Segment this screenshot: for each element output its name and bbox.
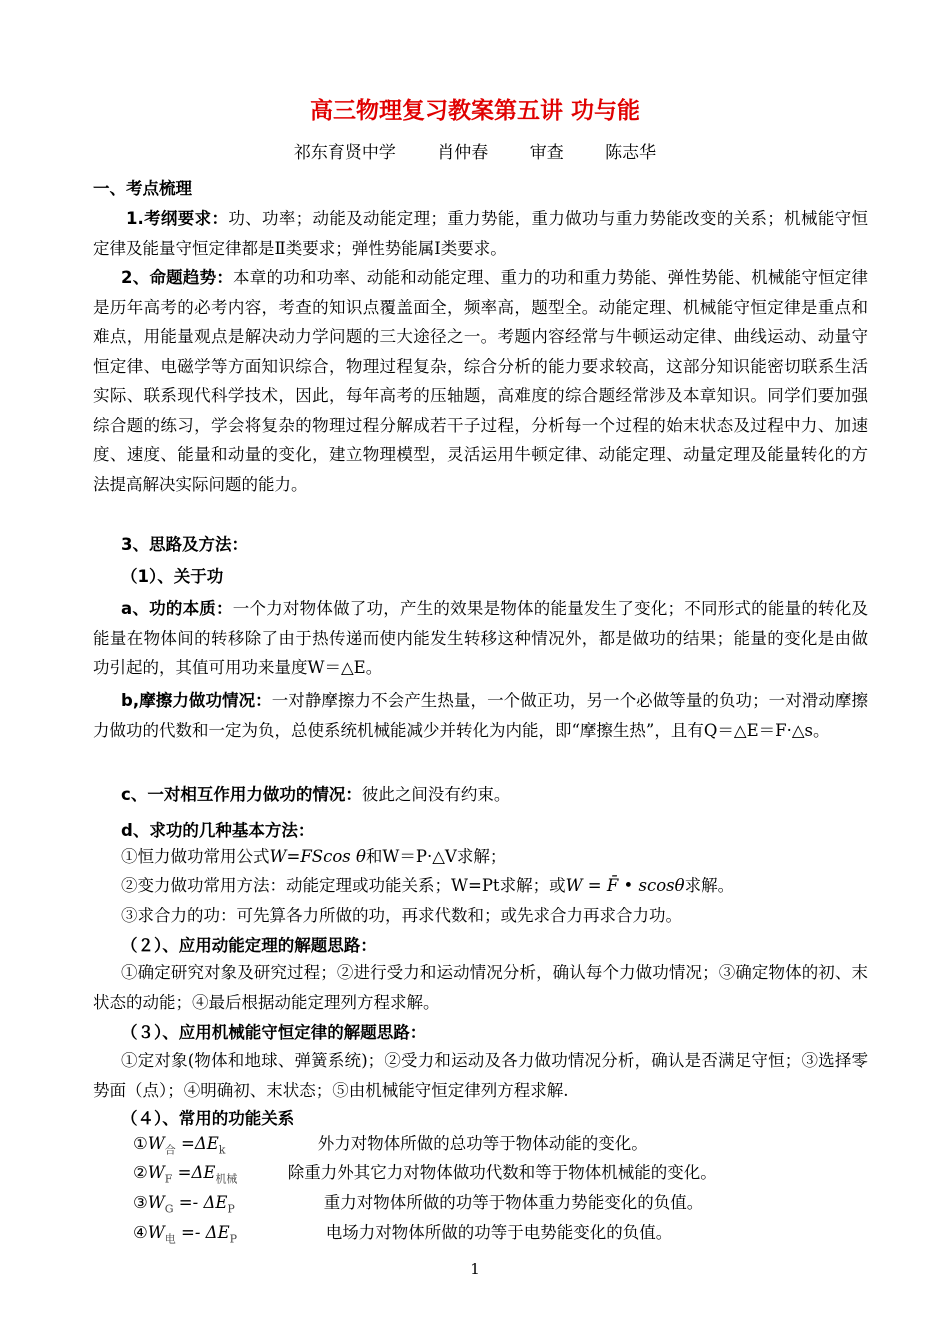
method-net-force: ③求合力的功：可先算各力所做的功，再求代数和；或先求合力再求合力功。	[121, 906, 683, 925]
sub3-heading: （３）、应用机械能守恒定律的解题思路：	[121, 1023, 427, 1042]
methods-d-heading: d、求功的几种基本方法：	[121, 821, 315, 840]
relation-row	[133, 1159, 717, 1186]
relation-number: ②	[133, 1163, 148, 1182]
method1-pre: ①恒力做功常用公式	[121, 847, 270, 866]
relation-row	[133, 1219, 672, 1246]
work-essence-label: a、功的本质：	[121, 599, 233, 618]
page-title: 高三物理复习教案第五讲 功与能	[309, 98, 640, 124]
relation-description: 电场力对物体所做的功等于电势能变化的负值。	[325, 1223, 673, 1242]
method1-post: 和W＝P·△V求解；	[365, 847, 507, 866]
paragraph-syllabus	[93, 204, 868, 263]
method2-pre: ②变力做功常用方法：动能定理或功能关系；W=Pt求解；或	[121, 876, 566, 895]
relation-description: 外力对物体所做的总功等于物体动能的变化。	[317, 1134, 648, 1153]
author-line	[0, 138, 950, 163]
paragraph-work-essence	[93, 594, 868, 683]
sub2-heading: （２）、应用动能定理的解题思路：	[121, 936, 377, 955]
relation-number: ④	[133, 1223, 148, 1242]
reviewer-name: 陈志华	[605, 143, 657, 163]
interaction-label: c、一对相互作用力做功的情况：	[121, 785, 362, 804]
relation-description: 除重力外其它力对物体做功代数和等于物体机械能的变化。	[287, 1163, 717, 1182]
trend-label: 2、命题趋势：	[121, 268, 234, 287]
section-heading: 一、考点梳理	[93, 179, 192, 198]
relation-formula: $W_电 =- \Delta E_P$	[147, 1223, 238, 1246]
paragraph-trend	[93, 263, 868, 499]
relation-number: ③	[133, 1193, 148, 1212]
trend-text: 本章的功和功率、动能和动能定理、重力的功和重力势能、弹性势能、机械能守恒定律是历年高考的必考内容，考查的知识点覆盖面全，频率高，题型全。动能定理、机械能守恒定律是重点和难点，用能量观点是解决动力学问题的三大途径之一。考题内容经常与牛顿运动定律、曲线运动、动量守恒定律、电磁学等方面知识综合，物理过程复杂，综合分析的能力要求较高，这部分知识能密切联系生活实际、联系现代科学技术，因此，每年高考的压轴题，高难度的综合题经常涉及本章知识。同学们要加强综合题的练习，学会将复杂的物理过程分解成若干子过程，分析每一个过程的始末状态及过程中力、加速度、速度、能量和动量的变化，建立物理模型，灵活运用牛顿定律、动能定理、动量定理及能量转化的方法提高解决实际问题的能力。	[93, 268, 869, 494]
relation-description: 重力对物体所做的功等于物体重力势能变化的负值。	[323, 1193, 704, 1212]
methods-heading: 3、思路及方法：	[121, 535, 249, 554]
relation-row	[133, 1130, 648, 1157]
method-variable-force	[93, 871, 868, 901]
method-constant-force	[93, 842, 868, 872]
method1-formula: W=FScos θ	[269, 847, 366, 866]
syllabus-label: 1.考纲要求：	[126, 209, 229, 228]
reviewer-label: 审查	[529, 143, 564, 163]
author-name: 肖仲春	[437, 143, 489, 163]
friction-text: 一对静摩擦力不会产生热量，一个做正功，另一个必做等量的负功；一对滑动摩擦力做功的代数和一定为负，总使系统机械能减少并转化为内能，即“摩擦生热”，且有Q＝△E＝F·△s。	[93, 691, 868, 740]
work-essence-text: 一个力对物体做了功，产生的效果是物体的能量发生了变化；不同形式的能量的转化及能量在物体间的转移除了由于热传递而使内能发生转移这种情况外，都是做功的结果；能量的变化是由做功引起的，其值可用功来量度W＝△E。	[93, 599, 869, 677]
sub3-paragraph: ①定对象(物体和地球、弹簧系统)；②受力和运动及各力做功情况分析，确认是否满足守恒；③选择零势面（点）；④明确初、末状态；⑤由机械能守恒定律列方程求解.	[93, 1051, 868, 1100]
page-number: 1	[470, 1260, 480, 1278]
interaction-text: 彼此之间没有约束。	[361, 785, 511, 804]
method2-formula: W = F̄ • scosθ	[565, 876, 685, 895]
syllabus-text: 功、功率；动能及动能定理；重力势能，重力做功与重力势能改变的关系；机械能守恒定律及能量守恒定律都是Ⅱ类要求；弹性势能属Ⅰ类要求。	[93, 209, 869, 258]
method2-post: 求解。	[684, 876, 735, 895]
sub1-heading: （1）、关于功	[121, 567, 224, 586]
sub4-heading: （４）、常用的功能关系	[121, 1109, 295, 1128]
relation-formula: $W_F =\Delta E_{机械}$	[147, 1163, 238, 1186]
relation-formula: $W_合 =\Delta E_k$	[147, 1134, 226, 1157]
relation-number: ①	[133, 1134, 148, 1153]
sub2-paragraph: ①确定研究对象及研究过程；②进行受力和运动情况分析，确认每个力做功情况；③确定物体的初、末状态的动能；④最后根据动能定理列方程求解。	[93, 963, 868, 1012]
author-school: 祁东育贤中学	[293, 143, 396, 163]
relation-formula: $W_G =- \Delta E_P$	[147, 1193, 235, 1216]
relation-row	[133, 1189, 703, 1215]
paragraph-friction	[93, 686, 868, 745]
paragraph-interaction	[93, 780, 868, 810]
friction-label: b,摩擦力做功情况：	[121, 691, 272, 710]
